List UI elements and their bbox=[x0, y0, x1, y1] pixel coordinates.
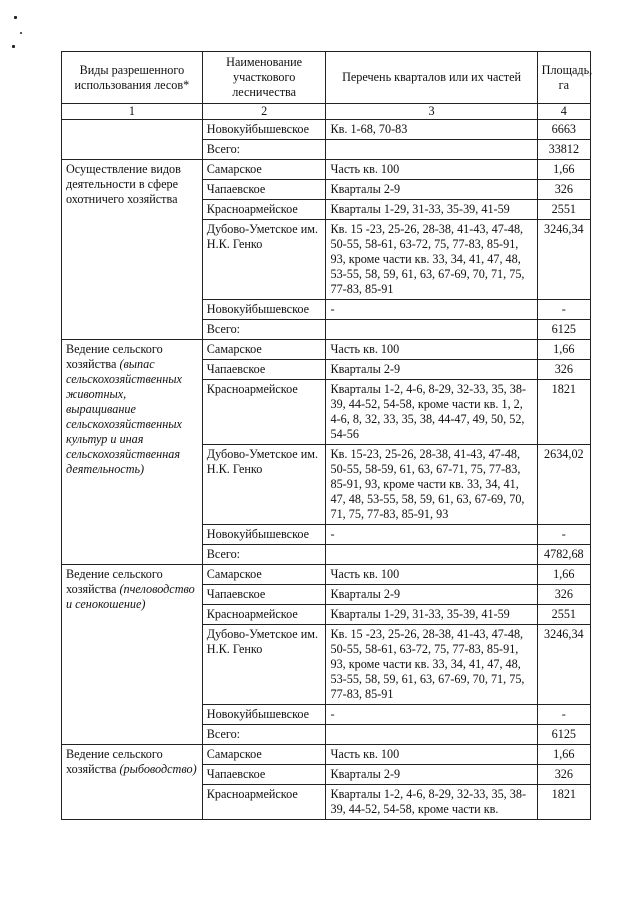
area-cell: 1,66 bbox=[537, 565, 590, 585]
table-header-row bbox=[62, 52, 591, 104]
forestry-name-cell: Всего: bbox=[202, 545, 326, 565]
use-type-cell bbox=[62, 120, 203, 160]
quarters-list-cell: - bbox=[326, 300, 537, 320]
quarters-list-cell: Кв. 15-23, 25-26, 28-38, 41-43, 47-48, 50-55, 58-59, 61, 63, 67-71, 75, 77-83, 85-91, 93, кроме части кв. 33, 34, 41, 47, 48, 53-55, 58, 59, 61, 63, 67-69, 70, 71, 75, 77-83, 85-91, 93 bbox=[326, 445, 537, 525]
header-quarters-list: Перечень кварталов или их частей bbox=[326, 52, 537, 104]
use-type-cell bbox=[62, 340, 203, 565]
use-type-cell bbox=[62, 565, 203, 745]
quarters-list-cell: Кварталы 2-9 bbox=[326, 360, 537, 380]
quarters-list-cell: Кв. 15 -23, 25-26, 28-38, 41-43, 47-48, 50-55, 58-61, 63-72, 75, 77-83, 85-91, 93, кроме части кв. 33, 34, 41, 47, 48, 53-55, 58, 59, 61, 63, 67-69, 70, 71, 75, 77-83, 85-91 bbox=[326, 625, 537, 705]
quarters-list-cell: Кварталы 2-9 bbox=[326, 180, 537, 200]
area-cell: 326 bbox=[537, 360, 590, 380]
forestry-name-cell: Чапаевское bbox=[202, 585, 326, 605]
column-number: 3 bbox=[326, 104, 537, 120]
area-cell: 6663 bbox=[537, 120, 590, 140]
forestry-name-cell: Чапаевское bbox=[202, 765, 326, 785]
forestry-name-cell: Красноармейское bbox=[202, 605, 326, 625]
quarters-list-cell: Часть кв. 100 bbox=[326, 160, 537, 180]
area-cell: 1821 bbox=[537, 380, 590, 445]
column-number: 4 bbox=[537, 104, 590, 120]
forestry-name-cell: Самарское bbox=[202, 340, 326, 360]
forestry-name-cell: Новокуйбышевское bbox=[202, 705, 326, 725]
area-cell: 6125 bbox=[537, 320, 590, 340]
area-cell: - bbox=[537, 525, 590, 545]
area-cell: 2551 bbox=[537, 605, 590, 625]
area-cell: 3246,34 bbox=[537, 625, 590, 705]
column-number-row bbox=[62, 104, 591, 120]
forestry-name-cell: Дубово-Уметское им. Н.К. Генко bbox=[202, 220, 326, 300]
area-cell: 326 bbox=[537, 180, 590, 200]
quarters-list-cell bbox=[326, 725, 537, 745]
quarters-list-cell: Часть кв. 100 bbox=[326, 565, 537, 585]
area-cell: 33812 bbox=[537, 140, 590, 160]
column-number: 2 bbox=[202, 104, 326, 120]
column-number: 1 bbox=[62, 104, 203, 120]
quarters-list-cell: Кварталы 2-9 bbox=[326, 585, 537, 605]
area-cell: 1,66 bbox=[537, 160, 590, 180]
area-cell: - bbox=[537, 705, 590, 725]
forestry-name-cell: Самарское bbox=[202, 160, 326, 180]
forestry-name-cell: Самарское bbox=[202, 745, 326, 765]
scan-speck bbox=[14, 16, 17, 19]
scan-speck bbox=[12, 45, 15, 48]
forestry-name-cell: Чапаевское bbox=[202, 180, 326, 200]
quarters-list-cell: Кварталы 1-2, 4-6, 8-29, 32-33, 35, 38-39, 44-52, 54-58, кроме части кв. 1, 2, 4-6, 8, 32, 33, 35, 38, 44-47, 49, 50, 52, 54-56 bbox=[326, 380, 537, 445]
use-type-note: (выпас сельскохозяйственных животных, выращивание сельскохозяйственных культур и иная сельскохозяйственная деятельность) bbox=[66, 357, 182, 476]
area-cell: 4782,68 bbox=[537, 545, 590, 565]
table-row bbox=[62, 745, 591, 765]
area-cell: 6125 bbox=[537, 725, 590, 745]
area-cell: 326 bbox=[537, 585, 590, 605]
header-use-type: Виды разрешенного использования лесов* bbox=[62, 52, 203, 104]
table-body bbox=[62, 120, 591, 820]
forestry-name-cell: Всего: bbox=[202, 140, 326, 160]
forestry-name-cell: Дубово-Уметское им. Н.К. Генко bbox=[202, 445, 326, 525]
scan-speck bbox=[20, 32, 22, 34]
quarters-list-cell: Часть кв. 100 bbox=[326, 340, 537, 360]
quarters-list-cell: Кварталы 1-2, 4-6, 8-29, 32-33, 35, 38-39, 44-52, 54-58, кроме части кв. bbox=[326, 785, 537, 820]
table-row bbox=[62, 565, 591, 585]
quarters-list-cell bbox=[326, 320, 537, 340]
table-row bbox=[62, 160, 591, 180]
quarters-list-cell: - bbox=[326, 705, 537, 725]
area-cell: 2551 bbox=[537, 200, 590, 220]
quarters-list-cell: - bbox=[326, 525, 537, 545]
forestry-name-cell: Самарское bbox=[202, 565, 326, 585]
forestry-name-cell: Новокуйбышевское bbox=[202, 120, 326, 140]
use-type-label: Ведение сельского хозяйства bbox=[66, 567, 163, 596]
forest-use-table bbox=[61, 51, 591, 820]
use-type-note: (пчеловодство и сенокошение) bbox=[66, 582, 195, 611]
area-cell: 1,66 bbox=[537, 340, 590, 360]
use-type-label: Ведение сельского хозяйства bbox=[66, 342, 163, 371]
area-cell: 1,66 bbox=[537, 745, 590, 765]
area-cell: 326 bbox=[537, 765, 590, 785]
use-type-label: Ведение сельского хозяйства bbox=[66, 747, 163, 776]
forestry-name-cell: Красноармейское bbox=[202, 785, 326, 820]
table-row bbox=[62, 120, 591, 140]
forestry-name-cell: Новокуйбышевское bbox=[202, 525, 326, 545]
quarters-list-cell: Кварталы 1-29, 31-33, 35-39, 41-59 bbox=[326, 200, 537, 220]
quarters-list-cell: Кв. 1-68, 70-83 bbox=[326, 120, 537, 140]
table-row bbox=[62, 340, 591, 360]
quarters-list-cell: Кварталы 1-29, 31-33, 35-39, 41-59 bbox=[326, 605, 537, 625]
area-cell: - bbox=[537, 300, 590, 320]
use-type-cell bbox=[62, 160, 203, 340]
use-type-cell bbox=[62, 745, 203, 820]
forestry-name-cell: Красноармейское bbox=[202, 380, 326, 445]
use-type-note: (рыбоводство) bbox=[119, 762, 197, 776]
quarters-list-cell bbox=[326, 545, 537, 565]
quarters-list-cell: Часть кв. 100 bbox=[326, 745, 537, 765]
header-forestry-name: Наименование участкового лесничества bbox=[202, 52, 326, 104]
forestry-name-cell: Дубово-Уметское им. Н.К. Генко bbox=[202, 625, 326, 705]
forestry-name-cell: Всего: bbox=[202, 725, 326, 745]
quarters-list-cell: Кварталы 2-9 bbox=[326, 765, 537, 785]
quarters-list-cell bbox=[326, 140, 537, 160]
area-cell: 3246,34 bbox=[537, 220, 590, 300]
forestry-name-cell: Всего: bbox=[202, 320, 326, 340]
area-cell: 1821 bbox=[537, 785, 590, 820]
forestry-name-cell: Красноармейское bbox=[202, 200, 326, 220]
area-cell: 2634,02 bbox=[537, 445, 590, 525]
header-area: Площадь, га bbox=[537, 52, 590, 104]
forestry-name-cell: Чапаевское bbox=[202, 360, 326, 380]
use-type-label: Осуществление видов деятельности в сфере охотничего хозяйства bbox=[66, 162, 181, 206]
quarters-list-cell: Кв. 15 -23, 25-26, 28-38, 41-43, 47-48, 50-55, 58-61, 63-72, 75, 77-83, 85-91, 93, кроме части кв. 33, 34, 41, 47, 48, 53-55, 58, 59, 61, 63, 67-69, 70, 71, 75, 77-83, 85-91 bbox=[326, 220, 537, 300]
forestry-name-cell: Новокуйбышевское bbox=[202, 300, 326, 320]
